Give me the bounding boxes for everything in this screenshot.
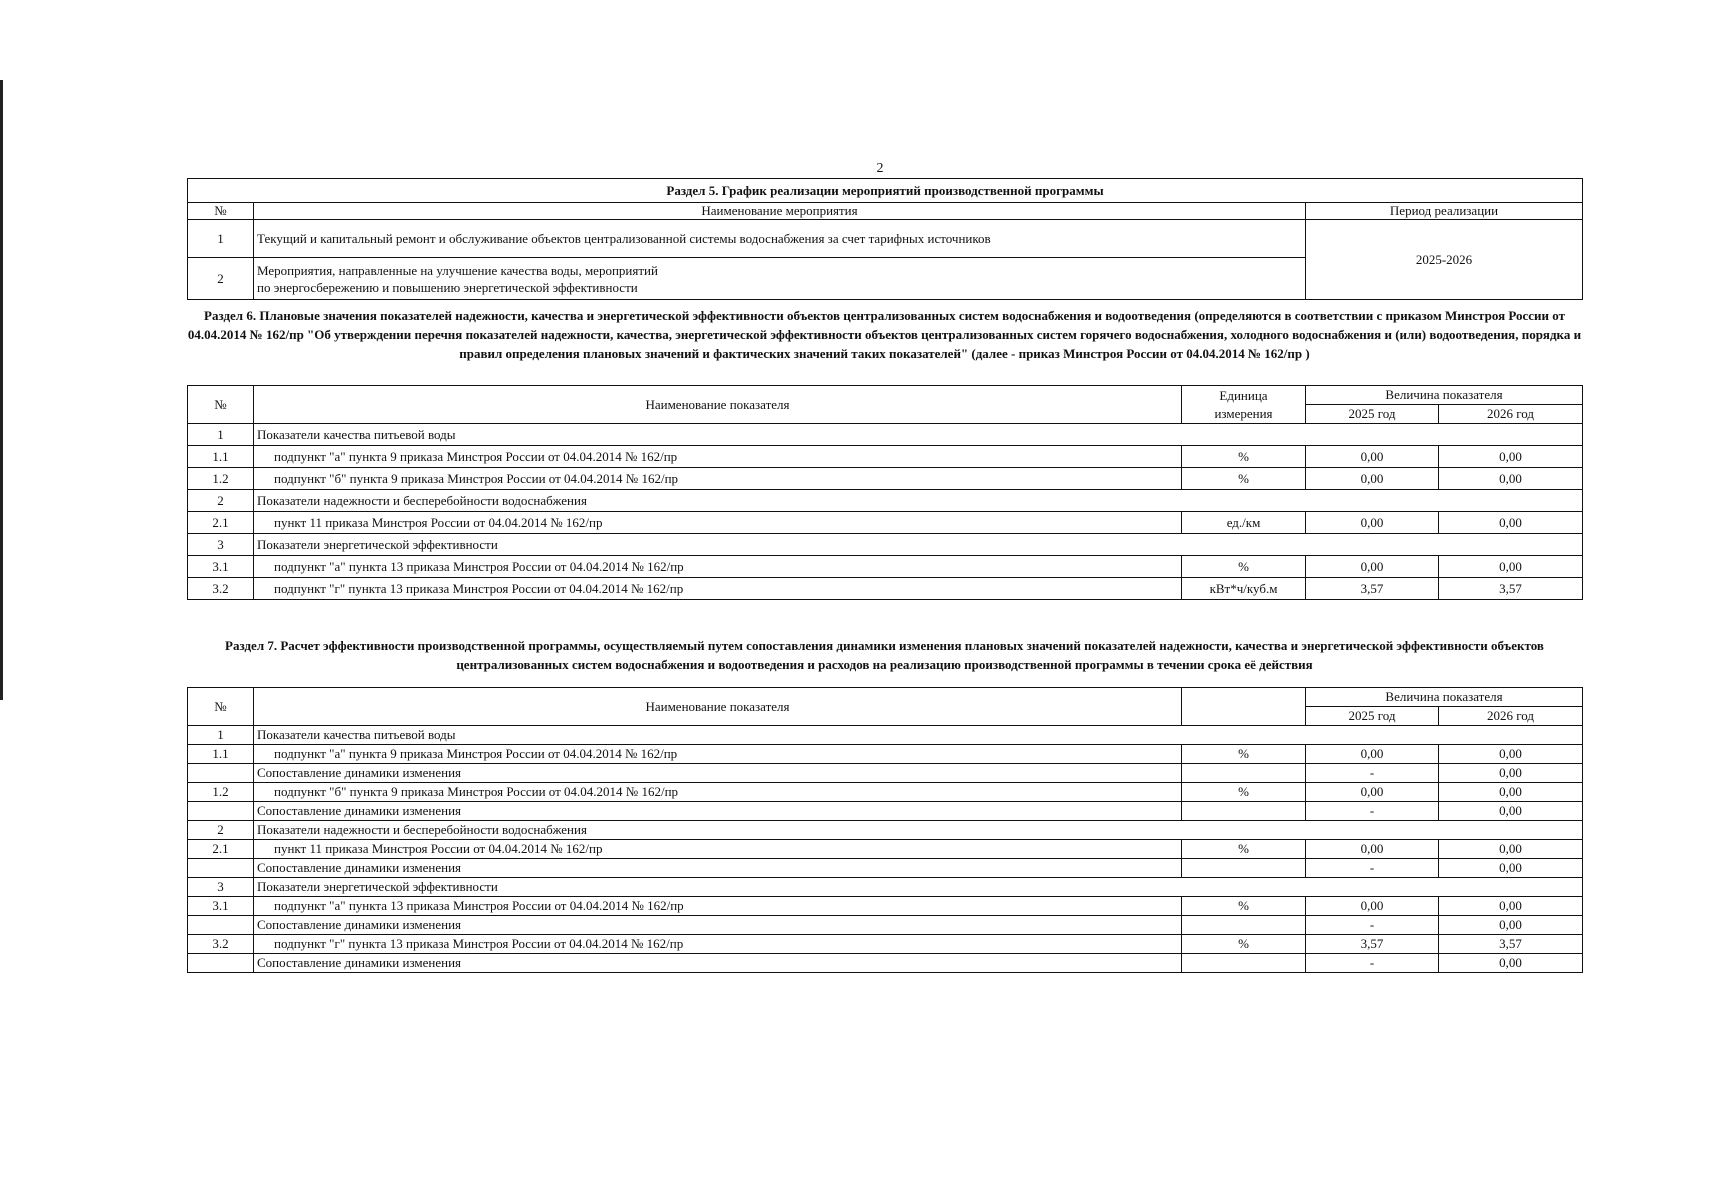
row-num: 2.1 <box>188 840 254 859</box>
row-num: 3 <box>188 534 254 556</box>
row-num <box>188 764 254 783</box>
row-value-2026: 0,00 <box>1439 745 1583 764</box>
row-value-2026: 0,00 <box>1439 954 1583 973</box>
table-row <box>188 512 1583 534</box>
row-value-2026: 0,00 <box>1439 897 1583 916</box>
row-value-2026: 0,00 <box>1439 802 1583 821</box>
row-value-2026: 0,00 <box>1439 556 1583 578</box>
row-unit: ед./км <box>1182 512 1306 534</box>
section5-header-period: Период реализации <box>1306 203 1583 220</box>
row-name: подпункт "а" пункта 13 приказа Минстроя России от 04.04.2014 № 162/пр <box>254 897 1182 916</box>
row-name: подпункт "а" пункта 13 приказа Минстроя России от 04.04.2014 № 162/пр <box>254 556 1182 578</box>
section6-title: Раздел 6. Плановые значения показателей надежности, качества и энергетической эффективности объектов централизованных систем водоснабжения и водоотведения (определяются в соответствии с приказом Минстроя России от 04.04.2014 № 162/пр "Об утверждении перечня показателей надежности, качества, энергетической эффективности объектов централизованных систем горячего водоснабжения, холодного водоснабжения и (или) водоотведения, порядка и правил определения плановых значений и фактических значений таких показателей" (далее - приказ Минстроя России от 04.04.2014 № 162/пр ) <box>187 308 1582 361</box>
row-num: 3.2 <box>188 578 254 600</box>
section7-header-value: Величина показателя <box>1306 688 1583 707</box>
row-group-name: Показатели надежности и бесперебойности водоснабжения <box>254 821 1583 840</box>
row-num: 2.1 <box>188 512 254 534</box>
row-value-2025: 0,00 <box>1306 745 1439 764</box>
row-value-2026: 0,00 <box>1439 512 1583 534</box>
section7-header-name: Наименование показателя <box>254 688 1182 726</box>
section5-row2-num: 2 <box>188 258 254 300</box>
section5-header-num: № <box>188 203 254 220</box>
group-row <box>188 726 1583 745</box>
row-group-name: Показатели качества питьевой воды <box>254 726 1583 745</box>
section6-table <box>187 385 1583 600</box>
row-value-2025: 0,00 <box>1306 840 1439 859</box>
group-row <box>188 821 1583 840</box>
row-num: 3 <box>188 878 254 897</box>
row-num: 1.1 <box>188 446 254 468</box>
section5-table <box>187 178 1583 300</box>
section5-title: Раздел 5. График реализации мероприятий производственной программы <box>188 179 1583 203</box>
row-value-2025: - <box>1306 916 1439 935</box>
row-unit: % <box>1182 935 1306 954</box>
row-unit: % <box>1182 783 1306 802</box>
row-unit: % <box>1182 897 1306 916</box>
section5-row2-name-line1: Мероприятия, направленные на улучшение качества воды, мероприятий <box>257 262 658 278</box>
row-group-name: Показатели качества питьевой воды <box>254 424 1583 446</box>
section5-row1-num: 1 <box>188 220 254 258</box>
row-unit <box>1182 764 1306 783</box>
row-name: Сопоставление динамики изменения <box>254 954 1182 973</box>
row-num: 3.2 <box>188 935 254 954</box>
row-num: 1 <box>188 726 254 745</box>
section6-header-num: № <box>188 386 254 424</box>
section6-header-name: Наименование показателя <box>254 386 1182 424</box>
row-unit: % <box>1182 840 1306 859</box>
comparison-row <box>188 954 1583 973</box>
section7-table <box>187 687 1583 973</box>
row-group-name: Показатели энергетической эффективности <box>254 878 1583 897</box>
row-name: пункт 11 приказа Минстроя России от 04.04.2014 № 162/пр <box>254 840 1182 859</box>
row-name: пункт 11 приказа Минстроя России от 04.04.2014 № 162/пр <box>254 512 1182 534</box>
row-name: Сопоставление динамики изменения <box>254 859 1182 878</box>
section7-title: Раздел 7. Расчет эффективности производственной программы, осуществляемый путем сопоставления динамики изменения плановых значений показателей надежности, качества и энергетической эффективности объектов централизованных систем водоснабжения и водоотведения и расходов на реализацию производственной программы в течении срока её действия <box>225 638 1544 672</box>
section5-header-name: Наименование мероприятия <box>254 203 1306 220</box>
section5-period-value: 2025-2026 <box>1306 220 1583 300</box>
table-row <box>188 745 1583 764</box>
section7-header-2025: 2025 год <box>1306 707 1439 726</box>
group-row <box>188 534 1583 556</box>
row-name: Сопоставление динамики изменения <box>254 802 1182 821</box>
section7-header-num: № <box>188 688 254 726</box>
table-row <box>188 446 1583 468</box>
section6-header-unit-line1: Единица <box>1219 387 1268 403</box>
row-value-2026: 0,00 <box>1439 840 1583 859</box>
comparison-row <box>188 802 1583 821</box>
table-row <box>188 897 1583 916</box>
comparison-row <box>188 916 1583 935</box>
table-row <box>188 840 1583 859</box>
row-num: 3.1 <box>188 556 254 578</box>
row-value-2025: 3,57 <box>1306 935 1439 954</box>
row-unit <box>1182 916 1306 935</box>
table-row <box>188 783 1583 802</box>
section6-header-unit-line2: измерения <box>1214 405 1273 421</box>
row-num <box>188 916 254 935</box>
row-num: 1.1 <box>188 745 254 764</box>
section5-row1-name: Текущий и капитальный ремонт и обслуживание объектов централизованной системы водоснабжения за счет тарифных источников <box>254 220 1306 258</box>
row-unit: % <box>1182 556 1306 578</box>
row-value-2025: 0,00 <box>1306 512 1439 534</box>
row-num: 1.2 <box>188 468 254 490</box>
row-num <box>188 954 254 973</box>
row-unit <box>1182 954 1306 973</box>
section6-header-2025: 2025 год <box>1306 405 1439 424</box>
section5-row2-name-line2: по энергосбережению и повышению энергетической эффективности <box>257 279 638 295</box>
table-row <box>188 556 1583 578</box>
row-name: подпункт "б" пункта 9 приказа Минстроя России от 04.04.2014 № 162/пр <box>254 468 1182 490</box>
group-row <box>188 424 1583 446</box>
row-value-2025: 0,00 <box>1306 446 1439 468</box>
row-value-2026: 0,00 <box>1439 446 1583 468</box>
section6-body <box>188 424 1583 600</box>
row-value-2026: 0,00 <box>1439 468 1583 490</box>
row-name: подпункт "а" пункта 9 приказа Минстроя России от 04.04.2014 № 162/пр <box>254 446 1182 468</box>
row-value-2025: 0,00 <box>1306 468 1439 490</box>
row-unit: % <box>1182 745 1306 764</box>
table-row <box>188 578 1583 600</box>
section6-header-value: Величина показателя <box>1306 386 1583 405</box>
row-value-2025: 3,57 <box>1306 578 1439 600</box>
row-num: 2 <box>188 821 254 840</box>
row-name: Сопоставление динамики изменения <box>254 916 1182 935</box>
row-value-2025: 0,00 <box>1306 897 1439 916</box>
row-unit <box>1182 802 1306 821</box>
section7-header-2026: 2026 год <box>1439 707 1583 726</box>
row-value-2025: - <box>1306 859 1439 878</box>
row-value-2026: 3,57 <box>1439 935 1583 954</box>
group-row <box>188 878 1583 897</box>
row-unit: % <box>1182 446 1306 468</box>
row-name: Сопоставление динамики изменения <box>254 764 1182 783</box>
row-num <box>188 859 254 878</box>
section6-header-2026: 2026 год <box>1439 405 1583 424</box>
row-value-2026: 0,00 <box>1439 859 1583 878</box>
table-row <box>188 935 1583 954</box>
section7-header-unit <box>1182 688 1306 726</box>
row-value-2025: - <box>1306 764 1439 783</box>
row-num: 3.1 <box>188 897 254 916</box>
row-num: 1.2 <box>188 783 254 802</box>
row-group-name: Показатели энергетической эффективности <box>254 534 1583 556</box>
row-num <box>188 802 254 821</box>
table-row <box>188 468 1583 490</box>
row-num: 2 <box>188 490 254 512</box>
row-unit: % <box>1182 468 1306 490</box>
row-value-2025: 0,00 <box>1306 783 1439 802</box>
comparison-row <box>188 764 1583 783</box>
row-name: подпункт "г" пункта 13 приказа Минстроя России от 04.04.2014 № 162/пр <box>254 578 1182 600</box>
row-name: подпункт "а" пункта 9 приказа Минстроя России от 04.04.2014 № 162/пр <box>254 745 1182 764</box>
row-value-2025: 0,00 <box>1306 556 1439 578</box>
row-value-2025: - <box>1306 802 1439 821</box>
comparison-row <box>188 859 1583 878</box>
row-value-2026: 0,00 <box>1439 764 1583 783</box>
row-num: 1 <box>188 424 254 446</box>
row-value-2026: 0,00 <box>1439 916 1583 935</box>
row-value-2026: 3,57 <box>1439 578 1583 600</box>
page-number: 2 <box>876 161 884 176</box>
row-unit: кВт*ч/куб.м <box>1182 578 1306 600</box>
section7-body <box>188 726 1583 973</box>
row-name: подпункт "б" пункта 9 приказа Минстроя России от 04.04.2014 № 162/пр <box>254 783 1182 802</box>
row-group-name: Показатели надежности и бесперебойности водоснабжения <box>254 490 1583 512</box>
row-unit <box>1182 859 1306 878</box>
row-value-2025: - <box>1306 954 1439 973</box>
group-row <box>188 490 1583 512</box>
row-name: подпункт "г" пункта 13 приказа Минстроя России от 04.04.2014 № 162/пр <box>254 935 1182 954</box>
row-value-2026: 0,00 <box>1439 783 1583 802</box>
